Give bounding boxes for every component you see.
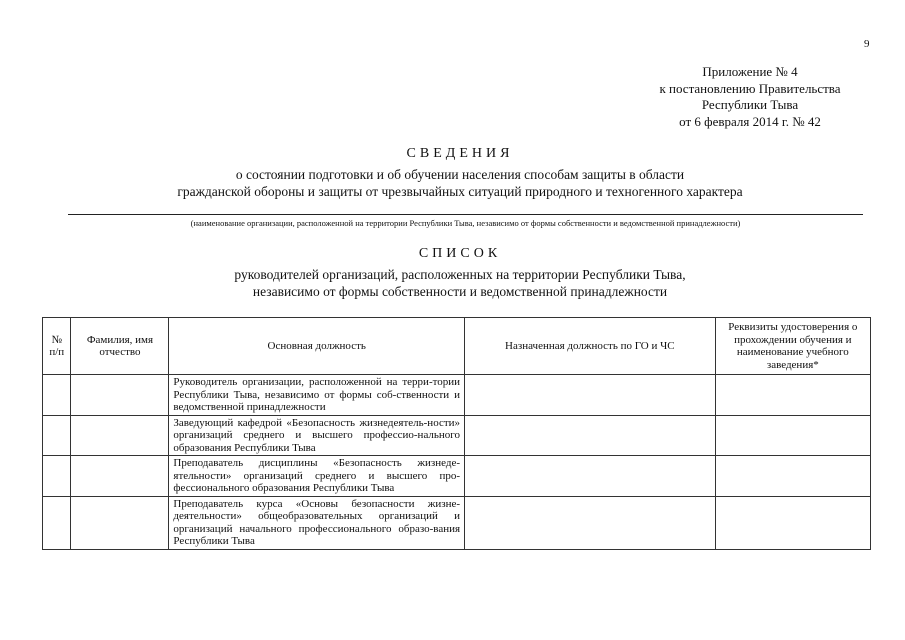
cell-certificate [715,496,870,549]
cell-main-position: Руководитель организации, расположенной на терри-тории Республики Тыва, независимо от формы соб-ственности и ведомственной принадлежности [169,375,465,416]
cell-number [43,375,71,416]
cell-full-name [71,375,169,416]
cell-main-position: Преподаватель курса «Основы безопасности жизне-деятельности» общеобразовательных организаций и организаций начального профессионального образо-вания Республики Тыва [169,496,465,549]
appendix-line-3: Республики Тыва [701,97,799,112]
spisok-line-2: независимо от формы собственности и ведомственной принадлежности [252,284,668,299]
spisok-title: СПИСОК [418,246,502,261]
page-number: 9 [864,38,870,50]
cell-main-position: Заведующий кафедрой «Безопасность жизнедеятель-ности» организаций среднего и высшего профессио-нального образования Республики Тыва [169,415,465,456]
svedeniya-subtitle [60,166,860,200]
cell-certificate [715,375,870,416]
cell-number [43,456,71,497]
table-row [43,415,871,456]
cell-main-position: Преподаватель дисциплины «Безопасность жизнеде-ятельности» организаций среднего и высшего про-фессионального образования Республики Тыва [169,456,465,497]
cell-go-position [465,375,716,416]
svedeniya-line-2: гражданской обороны и защиты от чрезвычайных ситуаций природного и техногенного характера [177,184,743,199]
table-row [43,375,871,416]
spisok-subtitle [60,266,860,300]
cell-full-name [71,456,169,497]
header-main-position: Основная должность [169,318,465,375]
cell-go-position [465,496,716,549]
cell-certificate [715,415,870,456]
table-row [43,496,871,549]
svedeniya-title: СВЕДЕНИЯ [406,146,514,161]
header-go-position: Назначенная должность по ГО и ЧС [465,318,716,375]
cell-number [43,496,71,549]
organization-name-caption: (наименование организации, расположенной на территории Республики Тыва, независимо от формы собственности и ведомственной принадлежности) [190,218,741,228]
cell-full-name [71,496,169,549]
leaders-list-table [42,317,871,550]
appendix-line-1: Приложение № 4 [702,64,798,79]
cell-full-name [71,415,169,456]
cell-go-position [465,456,716,497]
table-header-row [43,318,871,375]
organization-name-line [68,214,863,215]
cell-number [43,415,71,456]
cell-go-position [465,415,716,456]
appendix-block [620,64,880,130]
table-row [43,456,871,497]
cell-certificate [715,456,870,497]
header-number: № п/п [43,318,71,375]
spisok-line-1: руководителей организаций, расположенных на территории Республики Тыва, [234,267,686,282]
appendix-line-2: к постановлению Правительства [659,80,841,96]
appendix-line-4: от 6 февраля 2014 г. № 42 [679,113,821,129]
header-certificate: Реквизиты удостоверения о прохождении обучения и наименование учебного заведения* [715,318,870,375]
header-full-name: Фамилия, имя отчество [71,318,169,375]
svedeniya-line-1: о состоянии подготовки и об обучении населения способам защиты в области [235,167,685,182]
